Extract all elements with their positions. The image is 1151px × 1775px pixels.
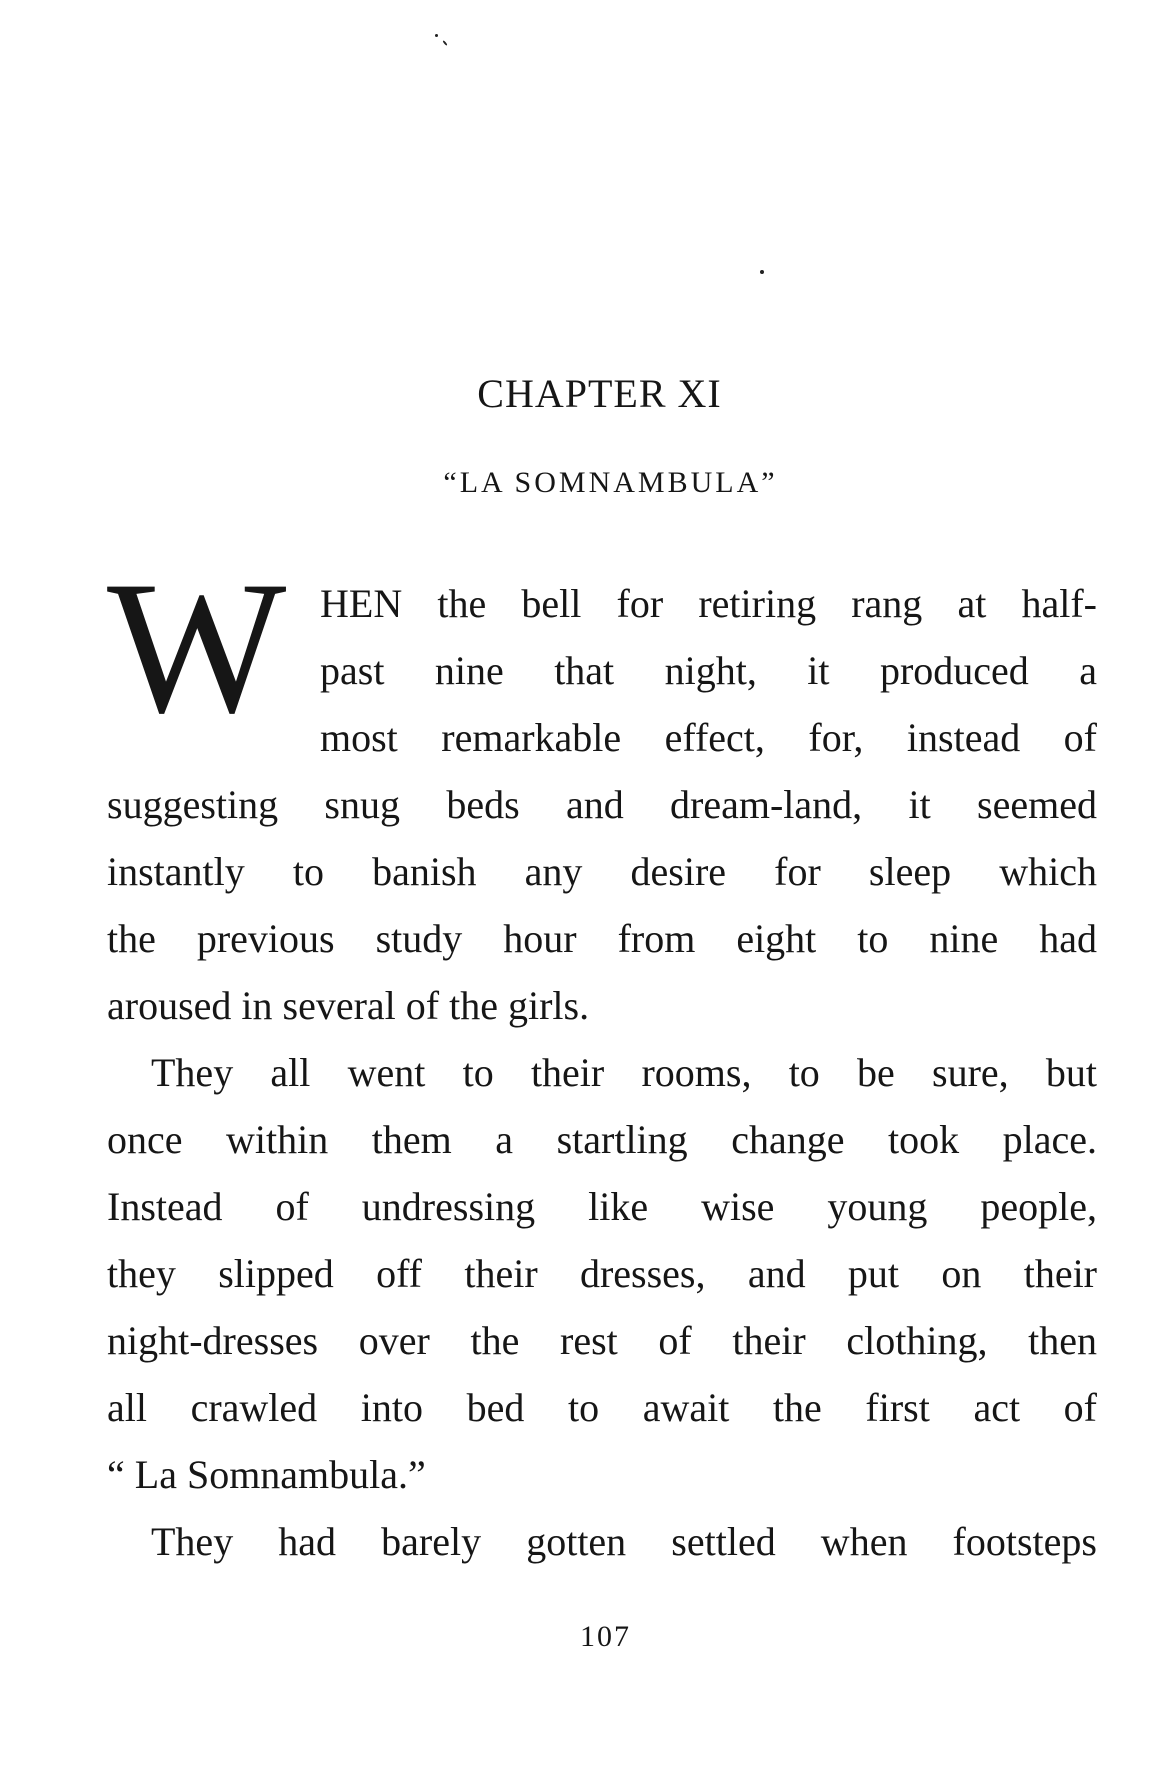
chapter-number: CHAPTER XI [477, 371, 722, 416]
ink-speck [442, 40, 447, 46]
text-line: They had barely gotten settled when footsteps [151, 1519, 1097, 1564]
text-line: most remarkable effect, for, instead of [320, 715, 1097, 760]
text-line: suggesting snug beds and dream-land, it seemed [107, 782, 1097, 827]
chapter-title: “LA SOMNAMBULA” [443, 466, 778, 499]
ink-speck [435, 34, 438, 37]
text-line: Instead of undressing like wise young people, [107, 1184, 1097, 1229]
text-line: night-dresses over the rest of their clothing, then [107, 1318, 1097, 1363]
text-line: “ La Somnambula.” [107, 1452, 426, 1497]
body-text [107, 543, 1097, 1575]
page-number: 107 [580, 1620, 631, 1653]
ink-speck [760, 270, 764, 274]
text-line: aroused in several of the girls. [107, 983, 590, 1028]
text-line: they slipped off their dresses, and put on their [107, 1251, 1097, 1296]
text-line: the previous study hour from eight to nine had [107, 916, 1097, 961]
text-line: They all went to their rooms, to be sure, but [151, 1050, 1097, 1095]
drop-cap-letter: W [107, 543, 287, 753]
text-line: past nine that night, it produced a [320, 648, 1097, 693]
text-line: instantly to banish any desire for sleep which [107, 849, 1097, 894]
text-line: once within them a startling change took place. [107, 1117, 1097, 1162]
text-line: HEN the bell for retiring rang at half- [320, 581, 1097, 626]
text-line: all crawled into bed to await the first act of [107, 1385, 1097, 1430]
